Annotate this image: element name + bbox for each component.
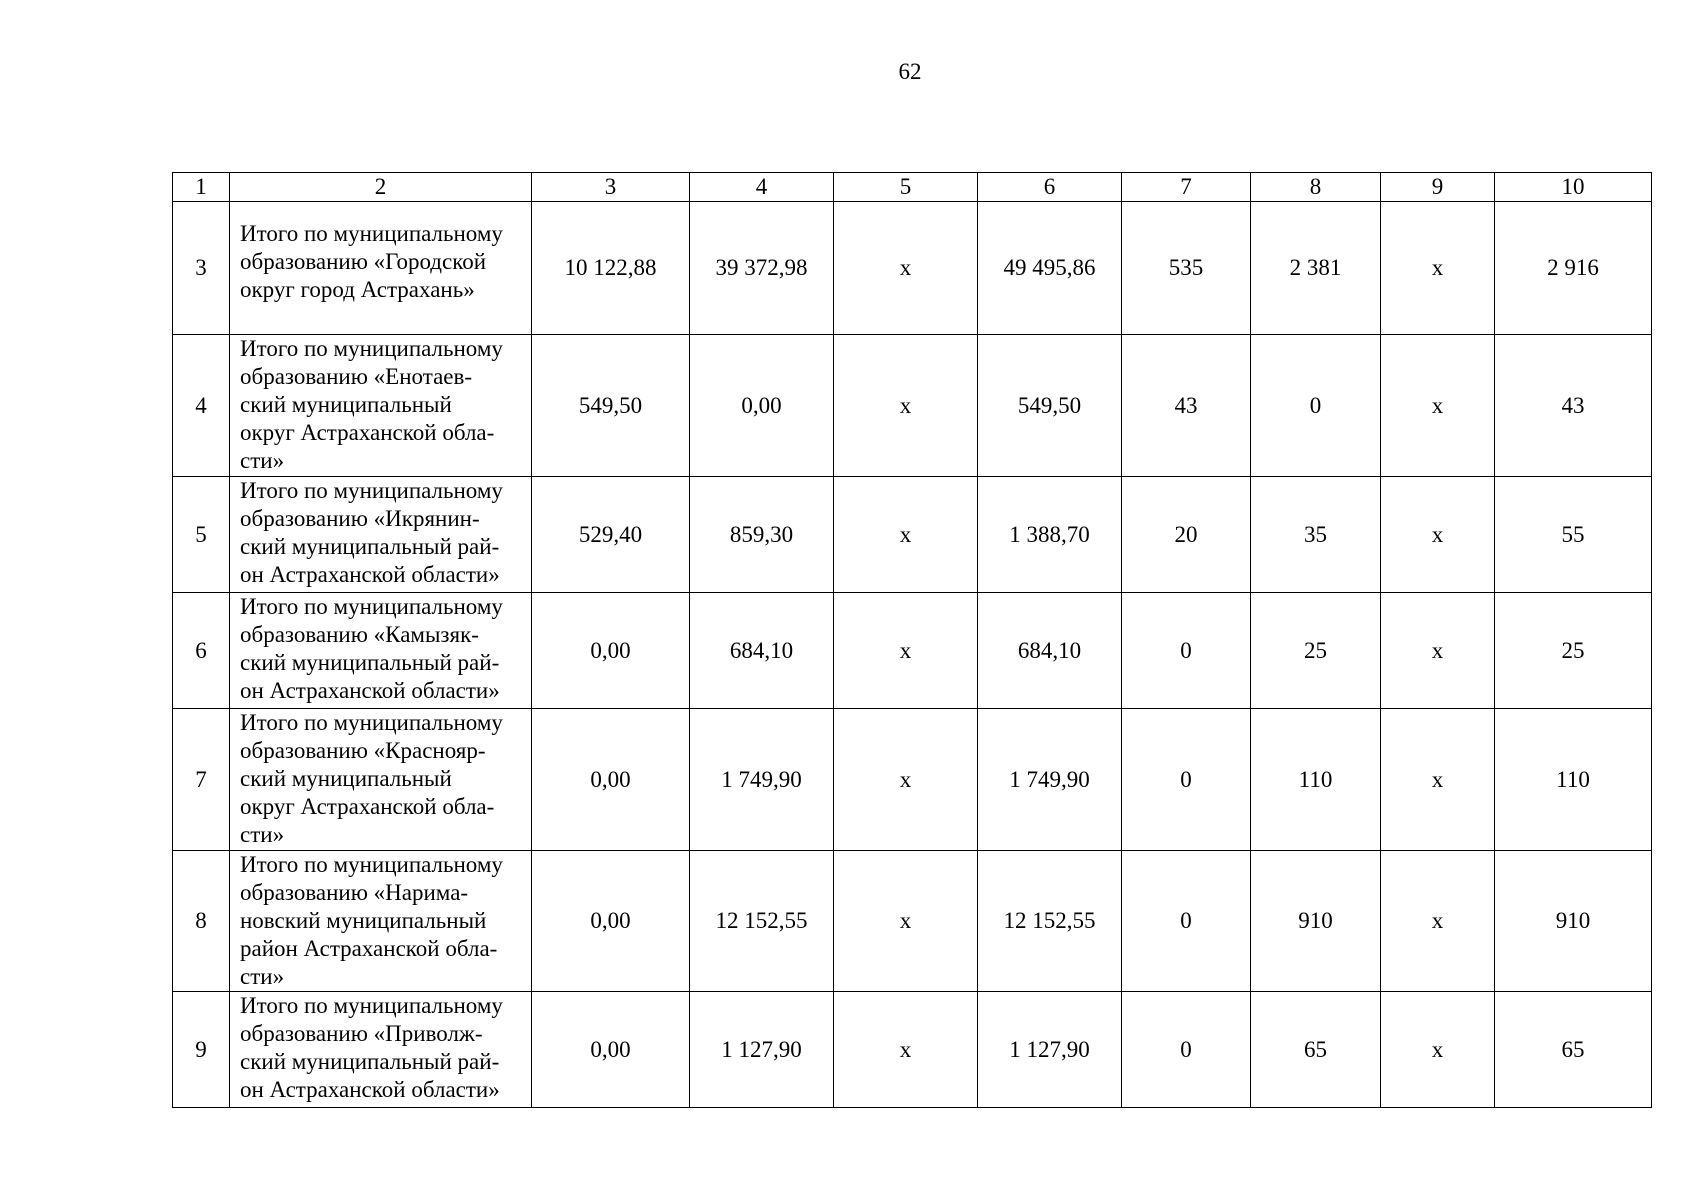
column-header: 10 [1495,173,1652,202]
name-line: новский муниципальный [240,908,487,933]
cell-col10: 55 [1495,477,1652,593]
data-table [172,172,1652,1108]
cell-col8: 2 381 [1251,202,1381,335]
column-header: 6 [978,173,1122,202]
cell-col5: х [834,851,978,992]
name-line: ский муниципальный рай- [240,650,500,675]
name-line: сти» [240,822,285,847]
cell-col8: 65 [1251,992,1381,1108]
table-row [173,709,1652,851]
table-row [173,335,1652,477]
cell-col4: 1 749,90 [690,709,834,851]
name-line: Итого по муниципальному [240,993,503,1018]
cell-col3: 0,00 [532,709,690,851]
name-line: образованию «Камызяк- [240,622,479,647]
name-line: округ Астраханской обла- [240,420,495,445]
cell-col7: 20 [1122,477,1251,593]
cell-col3: 10 122,88 [532,202,690,335]
cell-col6: 1 388,70 [978,477,1122,593]
cell-col4: 12 152,55 [690,851,834,992]
name-line: Итого по муниципальному [240,221,503,246]
row-number: 5 [173,477,230,593]
row-number: 9 [173,992,230,1108]
table-row [173,992,1652,1108]
column-header: 8 [1251,173,1381,202]
row-number: 4 [173,335,230,477]
municipality-name [230,992,532,1108]
table-row [173,202,1652,335]
row-number: 7 [173,709,230,851]
name-line: он Астраханской области» [240,678,500,703]
cell-col10: 910 [1495,851,1652,992]
cell-col4: 859,30 [690,477,834,593]
name-line: образованию «Нарима- [240,880,469,905]
name-line: сти» [240,448,285,473]
cell-col7: 535 [1122,202,1251,335]
cell-col10: 43 [1495,335,1652,477]
name-line: Итого по муниципальному [240,852,503,877]
column-header: 4 [690,173,834,202]
municipality-name [230,851,532,992]
cell-col8: 910 [1251,851,1381,992]
cell-col6: 684,10 [978,593,1122,709]
cell-col4: 1 127,90 [690,992,834,1108]
name-line: Итого по муниципальному [240,710,503,735]
cell-col7: 0 [1122,709,1251,851]
cell-col3: 0,00 [532,992,690,1108]
cell-col5: х [834,335,978,477]
cell-col7: 0 [1122,593,1251,709]
cell-col5: х [834,709,978,851]
name-line: образованию «Приволж- [240,1021,483,1046]
cell-col6: 1 127,90 [978,992,1122,1108]
cell-col10: 110 [1495,709,1652,851]
name-line: Итого по муниципальному [240,478,503,503]
name-line: сти» [240,964,285,989]
table-header-row [173,173,1652,202]
cell-col6: 549,50 [978,335,1122,477]
cell-col10: 65 [1495,992,1652,1108]
column-header: 2 [230,173,532,202]
column-header: 1 [173,173,230,202]
name-line: ский муниципальный [240,766,452,791]
name-line: образованию «Икрянин- [240,506,480,531]
table-row [173,477,1652,593]
cell-col5: х [834,477,978,593]
cell-col6: 1 749,90 [978,709,1122,851]
cell-col9: х [1381,593,1495,709]
column-header: 3 [532,173,690,202]
name-line: Итого по муниципальному [240,336,503,361]
cell-col6: 49 495,86 [978,202,1122,335]
name-line: ский муниципальный [240,392,452,417]
cell-col7: 0 [1122,992,1251,1108]
column-header: 5 [834,173,978,202]
cell-col8: 35 [1251,477,1381,593]
municipality-name [230,202,532,335]
cell-col9: х [1381,335,1495,477]
row-number: 6 [173,593,230,709]
cell-col9: х [1381,477,1495,593]
cell-col5: х [834,992,978,1108]
row-number: 3 [173,202,230,335]
cell-col3: 549,50 [532,335,690,477]
cell-col10: 25 [1495,593,1652,709]
cell-col10: 2 916 [1495,202,1652,335]
table-row [173,851,1652,992]
column-header: 9 [1381,173,1495,202]
municipality-name [230,477,532,593]
name-line: район Астраханской обла- [240,936,498,961]
municipality-name [230,709,532,851]
name-line: Итого по муниципальному [240,594,503,619]
column-header: 7 [1122,173,1251,202]
cell-col4: 684,10 [690,593,834,709]
name-line: образованию «Енотаев- [240,364,472,389]
name-line: образованию «Городской [240,249,487,274]
cell-col3: 0,00 [532,593,690,709]
page-number: 62 [898,59,922,84]
cell-col4: 39 372,98 [690,202,834,335]
cell-col7: 43 [1122,335,1251,477]
cell-col8: 110 [1251,709,1381,851]
name-line: образованию «Краснояр- [240,738,486,763]
cell-col4: 0,00 [690,335,834,477]
cell-col3: 0,00 [532,851,690,992]
name-line: ский муниципальный рай- [240,1049,500,1074]
cell-col9: х [1381,851,1495,992]
cell-col6: 12 152,55 [978,851,1122,992]
cell-col3: 529,40 [532,477,690,593]
cell-col5: х [834,202,978,335]
cell-col9: х [1381,709,1495,851]
cell-col7: 0 [1122,851,1251,992]
cell-col9: х [1381,202,1495,335]
row-number: 8 [173,851,230,992]
cell-col9: х [1381,992,1495,1108]
municipality-name [230,593,532,709]
municipality-name [230,335,532,477]
name-line: округ город Астрахань» [240,277,475,302]
cell-col5: х [834,593,978,709]
name-line: он Астраханской области» [240,1077,500,1102]
name-line: округ Астраханской обла- [240,794,495,819]
table-row [173,593,1652,709]
cell-col8: 25 [1251,593,1381,709]
name-line: ский муниципальный рай- [240,534,500,559]
name-line: он Астраханской области» [240,562,500,587]
cell-col8: 0 [1251,335,1381,477]
